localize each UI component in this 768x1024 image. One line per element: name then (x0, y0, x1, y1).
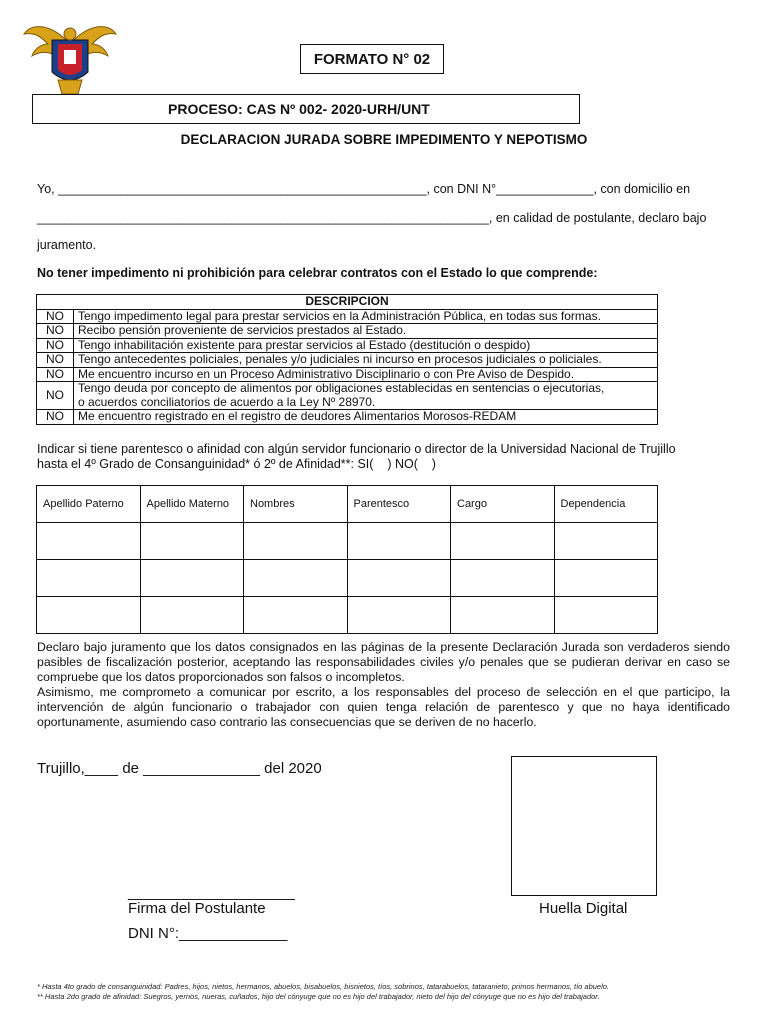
declaration-line-2: _________________________________________________________________, en calidad de postulante, declaro bajo (37, 211, 707, 225)
column-header: Cargo (451, 486, 555, 523)
date-line: Trujillo,____ de ______________ del 2020 (37, 760, 322, 777)
table-row (37, 367, 658, 382)
description-line: o acuerdos conciliatorios de acuerdo a la Ley Nº 28970. (78, 394, 376, 409)
status-cell: NO (37, 367, 74, 382)
document-title: DECLARACION JURADA SOBRE IMPEDIMENTO Y NEPOTISMO (180, 132, 588, 147)
proceso-label: PROCESO: CAS Nº 002- 2020-URH/UNT (32, 94, 580, 124)
signature-line: ____________________ (128, 884, 295, 901)
empty-cell[interactable] (140, 597, 244, 634)
empty-cell[interactable] (244, 597, 348, 634)
table-row (37, 560, 658, 597)
fingerprint-box (511, 756, 657, 896)
declaration-line-3: juramento. (37, 238, 97, 252)
description-cell (74, 382, 658, 410)
empty-cell[interactable] (451, 597, 555, 634)
table-row (37, 410, 658, 425)
table-row (37, 324, 658, 339)
status-cell: NO (37, 382, 74, 410)
empty-cell[interactable] (554, 597, 658, 634)
empty-cell[interactable] (554, 523, 658, 560)
oath-paragraph-1: Declaro bajo juramento que los datos consignados en las páginas de la presente Declaración Jurada son verdaderos siendo pasibles de fiscalización posterior, aceptando las responsabilidades civiles y/o penales que se pudieran derivar en caso se compruebe que los datos proporcionados son falsos o incompletos. (37, 640, 730, 684)
dni-line: DNI N°:_____________ (128, 925, 288, 942)
empty-cell[interactable] (37, 523, 141, 560)
table-row (37, 382, 658, 410)
status-cell: NO (37, 324, 74, 339)
kinship-question-1: Indicar si tiene parentesco o afinidad con algún servidor funcionario o director de la Universidad Nacional de Trujillo (37, 442, 676, 456)
oath-paragraph-2: Asimismo, me comprometo a comunicar por escrito, a los responsables del proceso de selección en el que participo, la intervención de algún funcionario o trabajador con quien tenga relación de parentesco y que no haya identificado oportunamente, asumiendo caso contrario las consecuencias que se deriven de no hacerlo. (37, 685, 730, 729)
empty-cell[interactable] (451, 560, 555, 597)
university-logo (22, 14, 118, 98)
status-cell: NO (37, 410, 74, 425)
empty-cell[interactable] (451, 523, 555, 560)
description-cell: Me encuentro registrado en el registro de deudores Alimentarios Morosos-REDAM (74, 410, 658, 425)
footnote-1: * Hasta 4to grado de consanguinidad: Padres, hijos, nietos, hermanos, abuelos, bisabuelos, bisnietos, tíos, sobrinos, tatarabuelos, tataranieto, primos hermanos, tío abuelo. (37, 982, 610, 991)
empty-cell[interactable] (244, 523, 348, 560)
column-header: Nombres (244, 486, 348, 523)
impediments-table (36, 294, 658, 425)
declaration-statement: No tener impedimento ni prohibición para celebrar contratos con el Estado lo que comprende: (37, 266, 598, 280)
empty-cell[interactable] (347, 523, 451, 560)
fingerprint-label: Huella Digital (539, 900, 628, 917)
description-cell: Me encuentro incurso en un Proceso Administrativo Disciplinario o con Pre Aviso de Despido. (74, 367, 658, 382)
empty-cell[interactable] (140, 523, 244, 560)
table-row (37, 597, 658, 634)
description-cell: Tengo impedimento legal para prestar servicios en la Administración Pública, en todas sus formas. (74, 309, 658, 324)
status-cell: NO (37, 353, 74, 368)
empty-cell[interactable] (140, 560, 244, 597)
signature-label: Firma del Postulante (128, 900, 266, 917)
description-cell: Tengo antecedentes policiales, penales y/o judiciales ni incurso en procesos judiciales o policiales. (74, 353, 658, 368)
status-cell: NO (37, 338, 74, 353)
status-cell: NO (37, 309, 74, 324)
table-row (37, 338, 658, 353)
kinship-question-2: hasta el 4º Grado de Consanguinidad* ó 2º de Afinidad**: SI( ) NO( ) (37, 457, 436, 471)
footnote-2: ** Hasta 2do grado de afinidad: Suegros, yernos, nueras, cuñados, hijo del cónyuge que no es hijo del trabajador, nieto del hijo del cónyuge que no es hijo del trabajador. (37, 992, 600, 1001)
empty-cell[interactable] (37, 597, 141, 634)
empty-cell[interactable] (37, 560, 141, 597)
column-header: Parentesco (347, 486, 451, 523)
description-cell: Recibo pensión proveniente de servicios prestados al Estado. (74, 324, 658, 339)
kinship-table (36, 485, 658, 634)
column-header: Apellido Paterno (37, 486, 141, 523)
description-cell: Tengo inhabilitación existente para prestar servicios al Estado (destitución o despido) (74, 338, 658, 353)
table-row (37, 309, 658, 324)
impediments-header: DESCRIPCION (37, 295, 658, 310)
column-header: Dependencia (554, 486, 658, 523)
empty-cell[interactable] (244, 560, 348, 597)
description-line: Tengo deuda por concepto de alimentos por obligaciones establecidas en sentencias o ejecutorias, (78, 381, 605, 395)
table-row (37, 523, 658, 560)
declaration-line-1: Yo, _____________________________________________________, con DNI N°______________, con domicilio en (37, 182, 691, 196)
formato-label: FORMATO N° 02 (300, 44, 444, 74)
empty-cell[interactable] (347, 560, 451, 597)
column-header: Apellido Materno (140, 486, 244, 523)
table-row (37, 353, 658, 368)
empty-cell[interactable] (554, 560, 658, 597)
empty-cell[interactable] (347, 597, 451, 634)
